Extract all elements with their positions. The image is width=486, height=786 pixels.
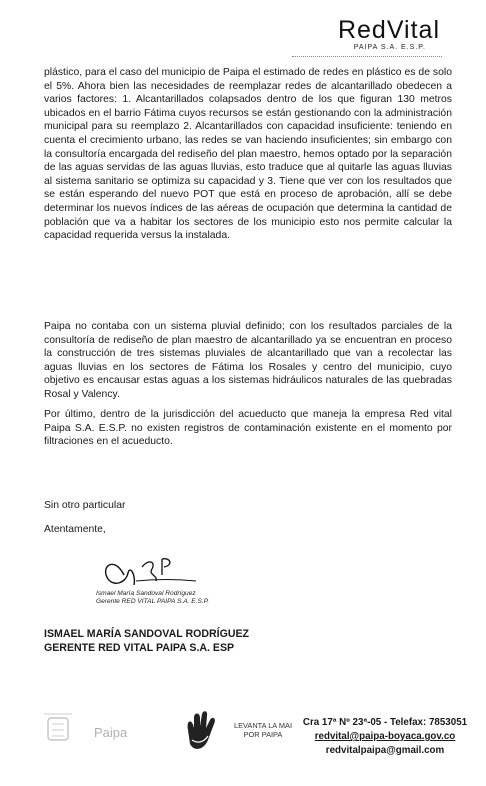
signer-title: GERENTE RED VITAL PAIPA S.A. ESP bbox=[44, 642, 235, 654]
footer-slogan bbox=[228, 721, 298, 739]
signer-block bbox=[44, 627, 249, 655]
signature-caption bbox=[96, 590, 209, 606]
company-logo bbox=[298, 16, 458, 60]
logo-subtitle: PAIPA S.A. E.S.P. bbox=[353, 44, 426, 51]
municipality-logo-text: Paipa bbox=[94, 725, 128, 740]
footer-slogan-line-2: POR PAIPA bbox=[243, 730, 283, 739]
logo-divider bbox=[292, 56, 442, 57]
paragraph-2: Paipa no contaba con un sistema pluvial definido; con los resultados parciales de la consultoría de rediseño de plan maestro de alcantarillado ya se encuentran en proceso la construcción de tres sistemas pluviales de alcantarillado que van a recolectar las aguas lluvias en los sectores de Fátima los Rosales y centro del municipio, cuyo objetivo es encausar estas aguas a los sistemas hidráulicos naturales de las quebradas Rosal y Valency. bbox=[44, 321, 452, 400]
footer-slogan-line-1: LEVANTA LA MAI bbox=[233, 721, 293, 730]
hand-emblem-icon bbox=[180, 710, 222, 756]
salutation: Atentamente, bbox=[44, 524, 106, 535]
closing-line: Sin otro particular bbox=[44, 500, 126, 511]
signer-name: ISMAEL MARÍA SANDOVAL RODRÍGUEZ bbox=[44, 628, 250, 640]
paragraph-1: plástico, para el caso del municipio de Paipa el estimado de redes en plástico es de solo el 5%. Ahora bien las necesidades de reemplazar redes de alcantarillado obedecen a varios factores: 1. Alcantarillados colapsados dentro de los que figuran 130 metros ubicados en el barrio Fátima cuyos recursos se están gestionando con la administración municipal para su reemplazo 2. Alcantarillados con capacidad insuficiente: teniendo en cuenta el crecimiento urbano, las redes se van haciendo insuficientes; sin embargo con la consultoría encargada del rediseño del plan maestro, hemos optado por la separación de las aguas servidas de las aguas lluvias, esto traduce que al quitarle las aguas lluvias al sistema sanitario se optimiza su capacidad y 3. Tiene que ver con los resultados que se están esperando del nuevo POT que está en proceso de aprobación, allí se debe determinar los nuevos índices de las aéreas de ocupación que determina la cantidad de población que va a habitar los sectores de los municipio esto nos permite calcular la capacidad requerida versus la instalada. bbox=[44, 67, 452, 242]
logo-wordmark: RedVital bbox=[337, 16, 440, 44]
footer-address: Cra 17ª Nº 23ª-05 - Telefax: 7853051 bbox=[302, 717, 468, 728]
signature-caption-role: Gerente RED VITAL PAIPA S.A. E.S.P. bbox=[96, 598, 210, 605]
footer-email-1[interactable]: redvital@paipa-boyaca.gov.co bbox=[314, 731, 456, 742]
paragraph-3: Por último, dentro de la jurisdicción del acueducto que maneja la empresa Red vital Paipa S.A. E.S.P. no existen registros de contaminación existente en el momento por filtraciones en el acueducto. bbox=[44, 409, 452, 448]
signature-caption-name: Ismael María Sandoval Rodríguez bbox=[96, 590, 196, 597]
footer-contact bbox=[300, 716, 470, 758]
footer-email-2[interactable]: redvitalpaipa@gmail.com bbox=[325, 745, 445, 756]
